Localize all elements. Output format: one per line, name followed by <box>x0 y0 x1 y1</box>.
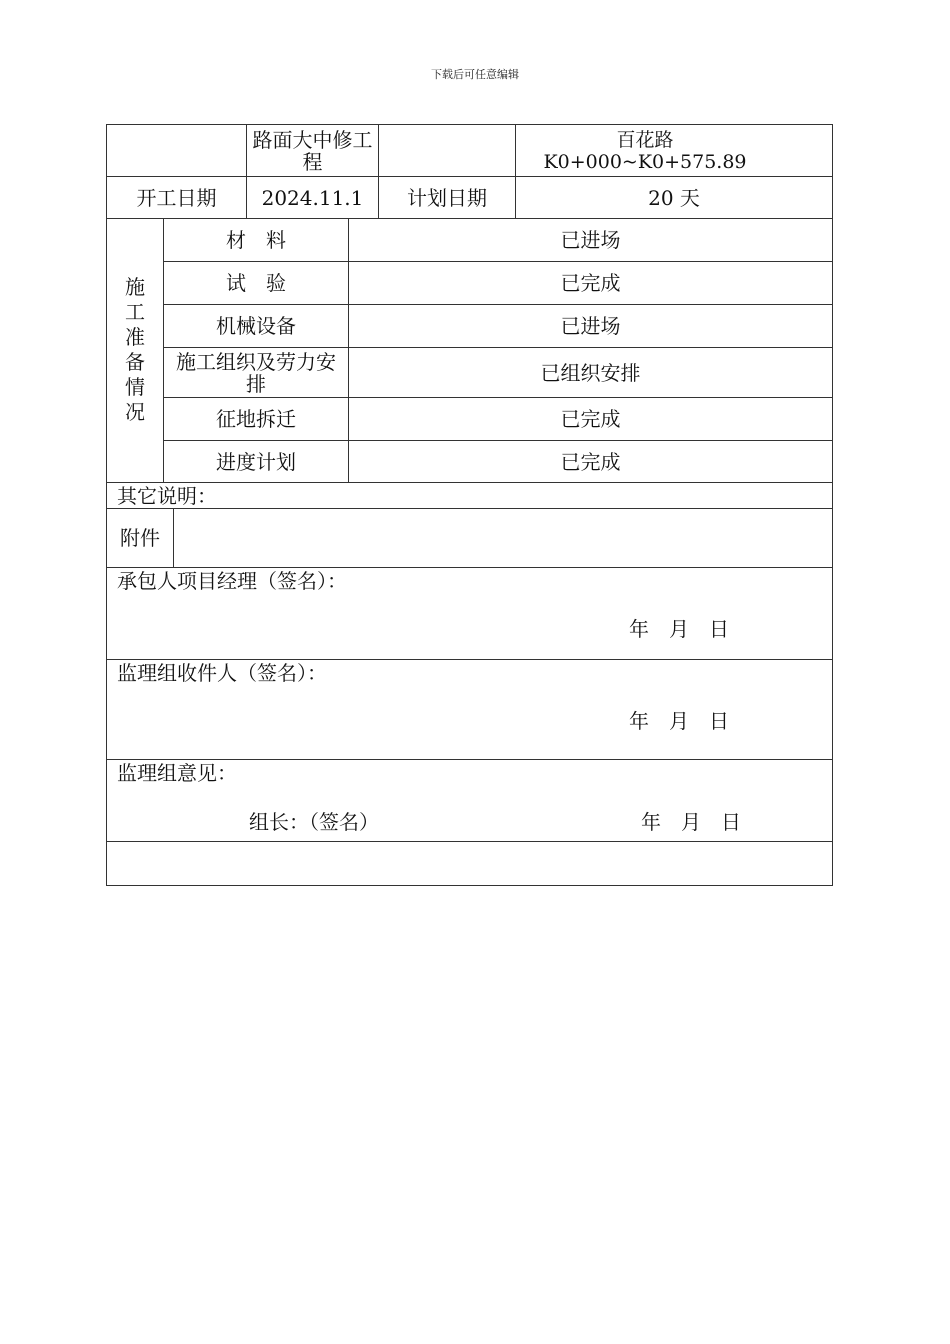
prep-item-label: 机械设备 <box>216 314 296 338</box>
start-date-value: 2024.11.1 <box>261 185 364 210</box>
prep-item-label: 征地拆迁 <box>216 407 296 431</box>
receiver-sign-date: 年 月 日 <box>629 709 729 733</box>
row-divider <box>107 841 832 842</box>
prep-item-status: 已完成 <box>560 449 621 474</box>
prep-item-label: 进度计划 <box>216 449 296 474</box>
form-table <box>106 124 833 886</box>
col-divider <box>173 508 174 567</box>
contractor-sign-date: 年 月 日 <box>629 617 729 641</box>
plan-duration-value: 20 天 <box>648 185 700 210</box>
contractor-sign-label: 承包人项目经理（签名）： <box>117 569 347 593</box>
opinion-label: 监理组意见： <box>117 761 237 785</box>
project-name: 路面大中修工程 <box>252 127 373 174</box>
prep-item-status: 已完成 <box>560 407 621 431</box>
receiver-sign-label: 监理组收件人（签名）： <box>117 661 327 685</box>
prep-item-status: 已完成 <box>560 271 621 295</box>
prep-item-label: 材 料 <box>226 228 286 252</box>
row-divider <box>107 508 832 509</box>
start-date-label: 开工日期 <box>136 185 217 210</box>
other-notes-label: 其它说明： <box>117 483 217 508</box>
project-location: 百花路 K0+000~K0+575.89 <box>543 128 747 173</box>
opinion-date: 年 月 日 <box>641 810 741 834</box>
prep-item-status: 已进场 <box>560 314 621 338</box>
prep-section-label: 施工准备情况 <box>125 275 145 424</box>
header-note: 下载后可任意编辑 <box>431 68 519 81</box>
group-leader-sign: 组长：（签名） <box>249 810 379 834</box>
prep-item-label: 试 验 <box>226 271 286 295</box>
prep-item-label: 施工组织及劳力安排 <box>176 349 336 396</box>
plan-duration-label: 计划日期 <box>407 185 487 210</box>
attachment-label: 附件 <box>120 526 160 550</box>
prep-item-status: 已组织安排 <box>540 360 641 385</box>
prep-item-status: 已进场 <box>560 228 621 252</box>
prep-section-label-cell <box>107 218 163 482</box>
